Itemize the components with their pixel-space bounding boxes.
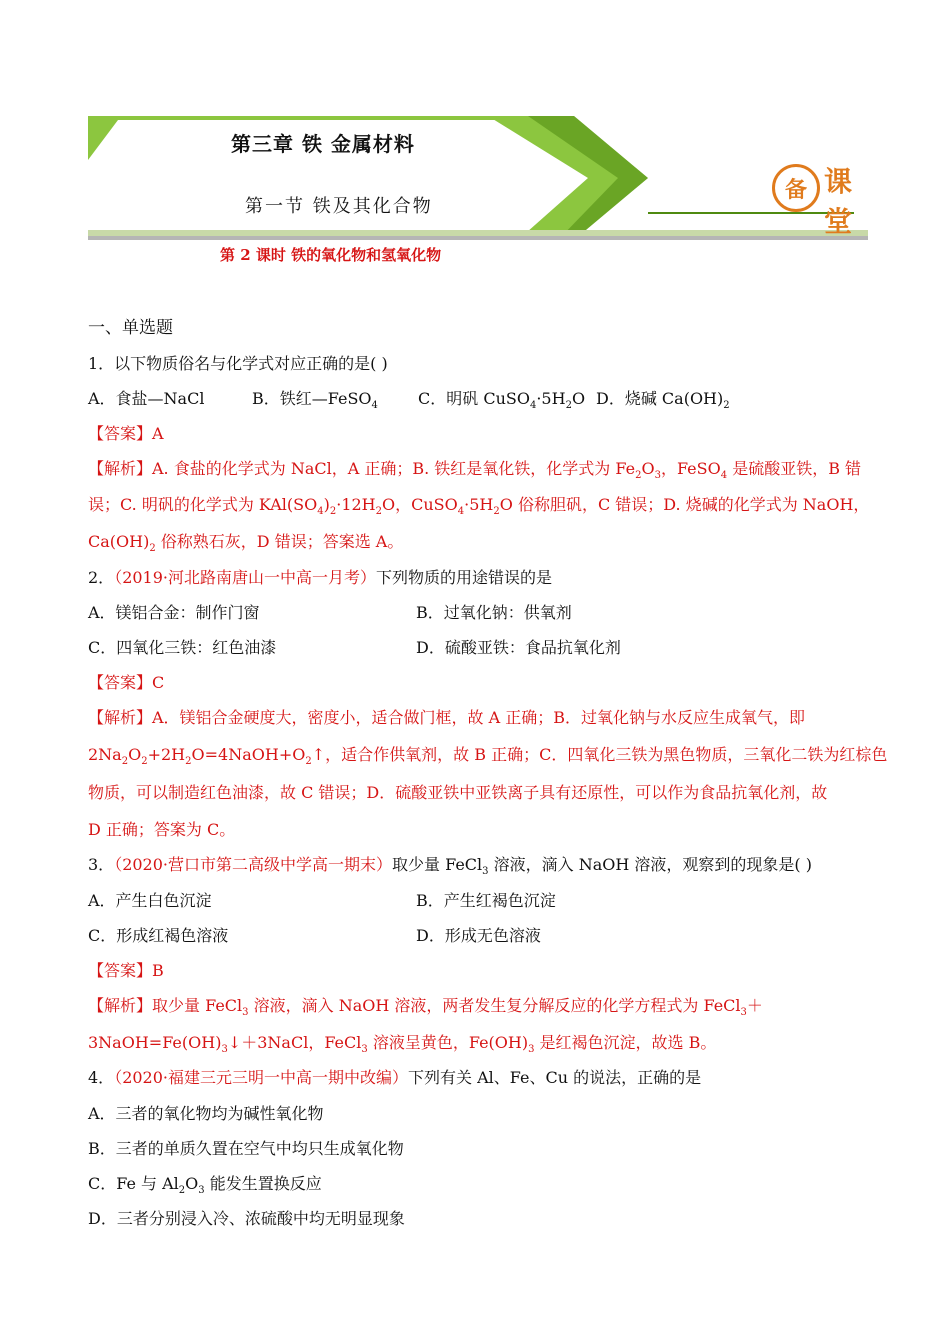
q2-explanation-line2: $2Na_2O_2+2H_2O=4NaOH+O_2↑$，适合作供氧剂，故 B 正确；C．四氧化三铁为黑色物质，三氧化二铁为红棕色 bbox=[88, 745, 888, 768]
q1-option-a: A．食盐—NaCl bbox=[88, 389, 205, 408]
q3-explanation-line2: $3NaOH=Fe(OH)_3↓+3NaCl$，FeCl$_3$ 溶液呈黄色，$Fe(OH)_3$ 是红褐色沉淀，故选 B。 bbox=[88, 1033, 717, 1056]
q1-explanation-line2: 误；C. 明矾的化学式为 $KAl(SO_4)_2\cdot 12H_2O$，$CuSO_4\cdot 5H_2O$ 俗称胆矾，C 错误；D. 烧碱的化学式为 NaOH， bbox=[88, 495, 870, 518]
q3-answer: 【答案】B bbox=[88, 961, 164, 980]
q2-option-a: A．镁铝合金：制作门窗 bbox=[88, 603, 260, 622]
chapter-title: 第三章 铁 金属材料 bbox=[231, 132, 415, 156]
q4-option-d: D．三者分别浸入冷、浓硫酸中均无明显现象 bbox=[88, 1209, 405, 1228]
q4-option-c: C．Fe 与 $Al_2O_3$ 能发生置换反应 bbox=[88, 1174, 322, 1197]
q3-option-b: B．产生红褐色沉淀 bbox=[416, 891, 556, 910]
q1-explanation-line1: 【解析】A. 食盐的化学式为 NaCl，A 正确；B. 铁红是氧化铁，化学式为 $Fe_2O_3$，FeSO$_4$ 是硫酸亚铁，B 错 bbox=[88, 459, 862, 482]
section-title: 第一节 铁及其化合物 bbox=[245, 196, 433, 217]
q3-option-c: C．形成红褐色溶液 bbox=[88, 926, 229, 945]
q2-answer: 【答案】C bbox=[88, 673, 165, 692]
lesson-title: 第 2 课时 铁的氧化物和氢氧化物 bbox=[220, 246, 442, 264]
q2-option-c: C．四氧化三铁：红色油漆 bbox=[88, 638, 277, 657]
q1-option-d: D．烧碱 $Ca(OH)_2$ bbox=[596, 389, 730, 412]
q3-option-a: A．产生白色沉淀 bbox=[88, 891, 212, 910]
q1-stem: 1．以下物质俗名与化学式对应正确的是( ) bbox=[88, 354, 388, 373]
q4-option-b: B．三者的单质久置在空气中均只生成氧化物 bbox=[88, 1139, 404, 1158]
q4-stem: 4．（2020·福建三元三明一中高一期中改编）下列有关 Al、Fe、Cu 的说法，正确的是 bbox=[88, 1068, 702, 1087]
q1-answer: 【答案】A bbox=[88, 424, 164, 443]
q4-option-a: A．三者的氧化物均为碱性氧化物 bbox=[88, 1104, 324, 1123]
q3-option-d: D．形成无色溶液 bbox=[416, 926, 541, 945]
q1-option-b: B．铁红—FeSO$_4$ bbox=[252, 389, 378, 412]
q3-source: （2020·营口市第二高级中学高一期末） bbox=[114, 855, 392, 874]
q2-explanation-line3: 物质，可以制造红色油漆，故 C 错误；D．硫酸亚铁中亚铁离子具有还原性，可以作为食品抗氧化剂，故 bbox=[88, 783, 828, 802]
q2-explanation-line1: 【解析】A．镁铝合金硬度大，密度小，适合做门框，故 A 正确；B．过氧化钠与水反应生成氧气，即 bbox=[88, 708, 806, 727]
q3-stem: 3．（2020·营口市第二高级中学高一期末）取少量 FeCl$_3$ 溶液，滴入 NaOH 溶液，观察到的现象是( ) bbox=[88, 855, 812, 878]
badge-text: 课堂 bbox=[824, 165, 855, 238]
q2-explanation-line4: D 正确；答案为 C。 bbox=[88, 820, 236, 839]
q3-explanation-line1: 【解析】取少量 FeCl$_3$ 溶液，滴入 NaOH 溶液，两者发生复分解反应的化学方程式为 FeCl$_3$＋ bbox=[88, 996, 763, 1019]
banner-graphic bbox=[88, 112, 868, 247]
section-heading: 一、单选题 bbox=[88, 318, 173, 338]
q2-source: （2019·河北路南唐山一中高一月考） bbox=[114, 568, 376, 587]
q1-option-c: C．明矾 $CuSO_4\cdot 5H_2O$ bbox=[418, 389, 586, 412]
q4-source: （2020·福建三元三明一中高一期中改编） bbox=[114, 1068, 408, 1087]
q2-stem: 2．（2019·河北路南唐山一中高一月考）下列物质的用途错误的是 bbox=[88, 568, 553, 587]
badge-icon: 备 bbox=[772, 164, 820, 212]
q1-explanation-line3: $Ca(OH)_2$ 俗称熟石灰，D 错误；答案选 A。 bbox=[88, 532, 404, 555]
q2-option-d: D．硫酸亚铁：食品抗氧化剂 bbox=[416, 638, 621, 657]
header-banner bbox=[88, 112, 868, 264]
q2-option-b: B．过氧化钠：供氧剂 bbox=[416, 603, 572, 622]
